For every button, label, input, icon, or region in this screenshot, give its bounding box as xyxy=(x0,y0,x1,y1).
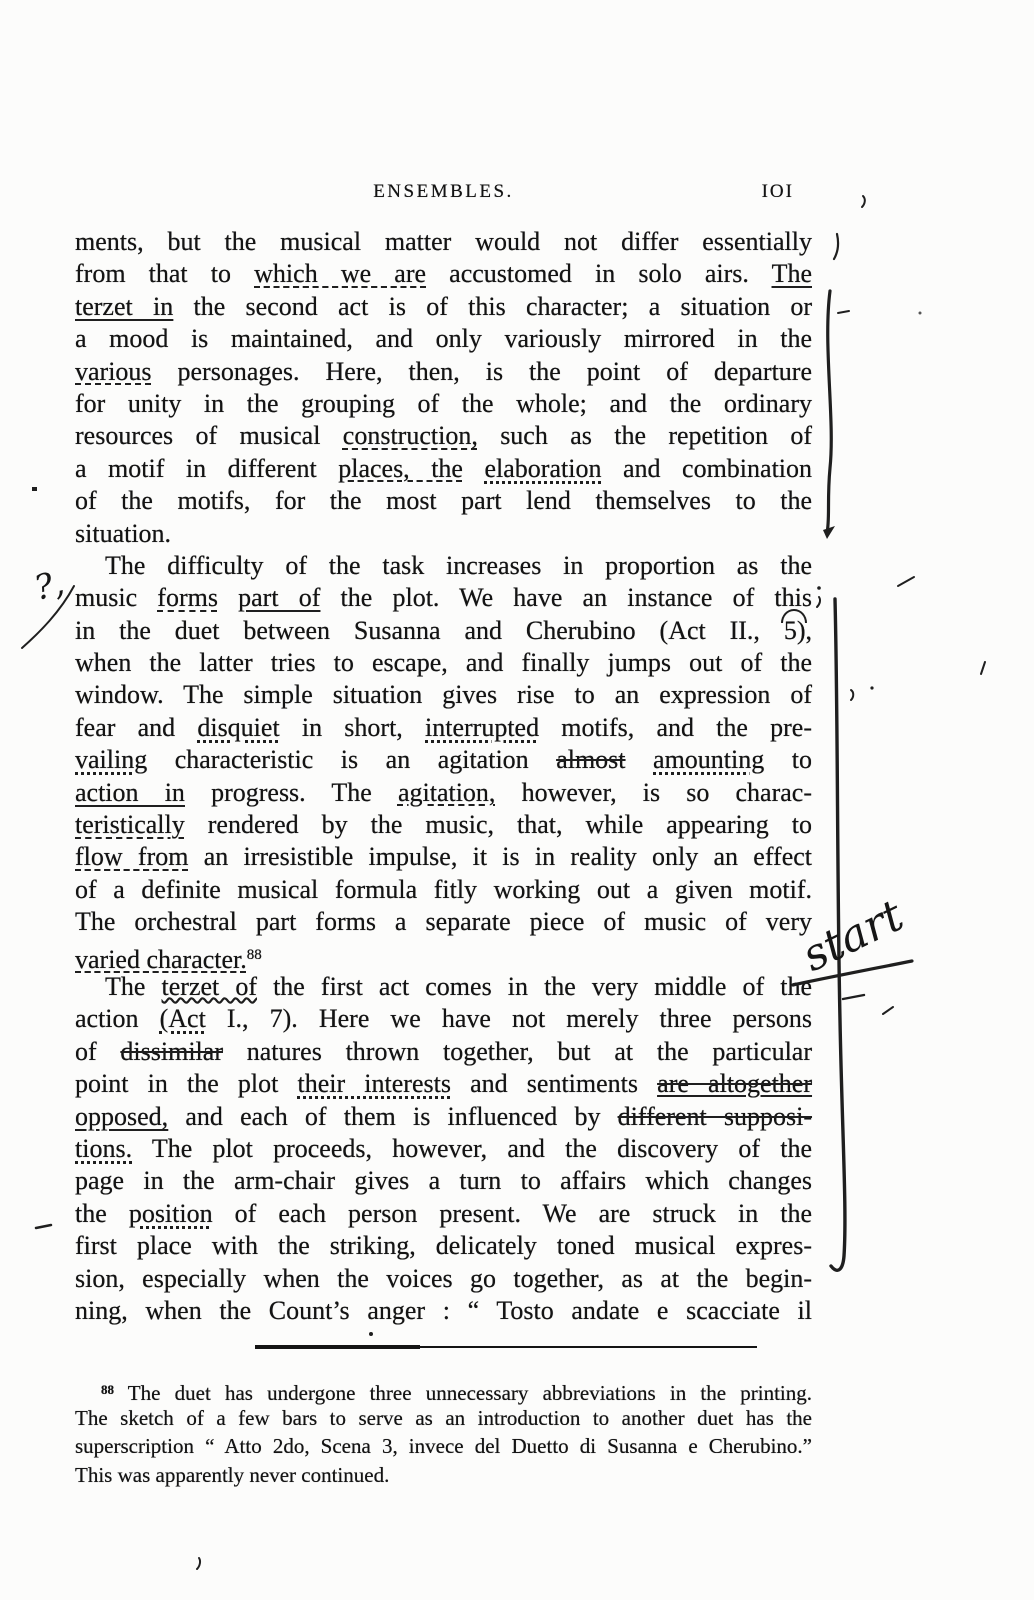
text-segment xyxy=(463,454,485,483)
text-segment: the plot. We have an instance of this xyxy=(320,583,812,613)
page-header-title: ENSEMBLES. xyxy=(373,181,514,202)
text-segment: to xyxy=(764,745,812,775)
body-text-line xyxy=(75,356,812,388)
text-segment: the second act is of this character; a situation or xyxy=(173,291,813,321)
page-number: IOI xyxy=(761,181,794,202)
margin-line-1-arrowhead xyxy=(823,526,835,539)
text-segment: rendered by the music, that, while appearing to xyxy=(184,810,812,840)
text-segment: personages. Here, then, is the point of departure xyxy=(151,356,812,386)
text-segment: of each person present. We are struck in the xyxy=(212,1198,812,1228)
text-segment: from that to xyxy=(75,259,255,289)
text-segment: situation. xyxy=(75,518,172,548)
body-text-line xyxy=(75,1295,812,1327)
body-text-line xyxy=(75,453,812,485)
body-text-block xyxy=(75,226,812,1327)
text-segment: are altogether xyxy=(657,1069,813,1099)
text-segment: action in xyxy=(75,777,185,807)
text-segment: in the duet between Susanna and Cherubino (Act II., xyxy=(75,615,784,645)
footnote-block xyxy=(75,1376,812,1489)
body-text-line xyxy=(75,777,812,809)
start-annotation-underdash xyxy=(843,995,864,999)
left-margin-dash xyxy=(36,1225,51,1228)
text-segment: progress. The xyxy=(184,777,398,807)
text-segment: places, the xyxy=(338,453,463,483)
running-header xyxy=(75,181,812,211)
body-text-line xyxy=(75,1003,812,1035)
body-text-line xyxy=(75,1133,812,1165)
text-segment: ning, when the Count’s anger : “ Tosto andate e scacciate il xyxy=(75,1295,812,1325)
text-segment: window. The simple situation gives rise to an expression of xyxy=(75,680,812,710)
text-segment: fear and xyxy=(75,712,198,742)
dash-right-margin-line3 xyxy=(838,311,849,313)
text-segment: The duet has undergone three unnecessary abbreviations in the printing. xyxy=(114,1381,812,1405)
semicolon-tail-this-line xyxy=(817,597,820,607)
body-text-line xyxy=(75,712,812,744)
body-text-line xyxy=(75,744,812,776)
text-segment: vailing xyxy=(75,745,148,775)
text-segment: a motif in different xyxy=(75,453,339,483)
text-segment xyxy=(218,583,238,612)
text-segment: page in the arm-chair gives a turn to affairs which changes xyxy=(75,1166,812,1196)
text-segment: elaboration xyxy=(484,453,602,483)
left-margin-dot xyxy=(32,487,37,491)
text-segment: accustomed in solo airs. xyxy=(426,259,772,289)
text-segment: (Act xyxy=(159,1004,206,1034)
text-segment: however, is so charac- xyxy=(495,777,812,807)
text-segment: such as the repetition of xyxy=(477,421,813,451)
text-segment: point in the plot xyxy=(75,1069,298,1099)
text-segment: resources of musical xyxy=(75,421,343,451)
text-segment: This was apparently never continued. xyxy=(75,1462,390,1487)
text-segment: terzet in xyxy=(75,291,174,321)
semicolon-dot-this-line xyxy=(817,586,821,590)
body-text-line xyxy=(75,1198,812,1230)
text-segment: characteristic is an agitation xyxy=(147,745,557,775)
body-text-line xyxy=(75,485,812,517)
question-mark-swash xyxy=(22,586,74,648)
text-segment: for unity in the grouping of the whole; and the ordinary xyxy=(75,388,812,418)
text-segment: opposed, xyxy=(75,1101,169,1131)
text-segment: The sketch of a few bars to serve as an introduction to another duet has the xyxy=(75,1406,812,1431)
text-segment: The orchestral part forms a separate piece of music of very xyxy=(75,907,812,937)
comma-after-page-number xyxy=(862,196,865,207)
tick-right-margin-start xyxy=(883,1007,893,1014)
body-text-line xyxy=(75,809,812,841)
text-segment: their interests xyxy=(297,1069,451,1099)
body-text-line xyxy=(75,1101,812,1133)
text-segment: motifs, and the pre- xyxy=(539,712,812,742)
text-segment: of xyxy=(75,1036,121,1066)
text-segment: sion, especially when the voices go together, as at the begin- xyxy=(75,1263,812,1293)
text-segment: different supposi- xyxy=(617,1101,813,1131)
body-text-line xyxy=(75,906,812,938)
tick-right-margin-upper xyxy=(898,577,914,586)
text-segment: when the latter tries to escape, and finally jumps out of the xyxy=(75,648,812,678)
body-text-line xyxy=(75,226,812,258)
text-segment: The difficulty of the task increases in proportion as the xyxy=(105,550,812,580)
body-text-line xyxy=(75,679,812,711)
text-segment: forms xyxy=(157,583,218,613)
body-text-line xyxy=(75,615,812,647)
text-segment: of the motifs, for the most part lend themselves to the xyxy=(75,486,812,516)
text-segment: music xyxy=(75,583,158,613)
text-segment: The plot proceeds, however, and the discovery of the xyxy=(132,1133,812,1163)
text-segment: superscription “ Atto 2do, Scena 3, invece del Duetto di Susanna e Cherubino.” xyxy=(75,1434,812,1459)
text-segment: of a definite musical formula fitly working out a given motif. xyxy=(75,874,812,904)
body-text-line xyxy=(75,647,812,679)
text-segment: action xyxy=(75,1004,160,1034)
text-segment: almost xyxy=(556,745,626,775)
text-segment: a mood is maintained, and only variously mirrored in the xyxy=(75,324,812,354)
text-segment: The xyxy=(771,259,812,289)
body-text-line xyxy=(75,550,812,582)
footnote-line xyxy=(75,1432,812,1460)
text-segment: an irresistible impulse, it is in reality only an effect xyxy=(188,842,812,872)
text-segment: terzet of xyxy=(161,971,257,1001)
text-segment: tions. xyxy=(75,1133,133,1163)
footnote-line xyxy=(75,1376,812,1404)
text-segment: and combination xyxy=(601,453,813,483)
text-segment: and sentiments xyxy=(450,1069,658,1099)
text-segment: flow from xyxy=(75,842,189,872)
handwritten-start-annotation: start xyxy=(794,889,912,982)
text-segment: interrupted xyxy=(425,712,540,742)
body-text-line xyxy=(75,939,812,974)
margin-line-1 xyxy=(827,291,831,533)
footnote-line xyxy=(75,1404,812,1432)
body-text-line xyxy=(75,420,812,452)
text-segment: teristically xyxy=(75,810,185,840)
text-segment: position xyxy=(128,1198,213,1228)
body-text-line xyxy=(75,1068,812,1100)
text-segment: 88 xyxy=(246,946,262,963)
footnote-line xyxy=(75,1461,812,1489)
dot-right-margin-expression xyxy=(870,686,873,689)
text-segment: varied character. xyxy=(75,944,247,974)
text-segment: and each of them is influenced by xyxy=(168,1101,618,1131)
body-text-line xyxy=(75,1165,812,1197)
text-segment: natures thrown together, but at the particular xyxy=(222,1036,812,1066)
text-segment: the first act comes in the very middle of the xyxy=(256,971,812,1001)
text-segment: I., 7). Here we have not merely three persons xyxy=(205,1004,812,1034)
text-segment xyxy=(626,745,654,774)
body-text-line xyxy=(75,388,812,420)
body-text-line xyxy=(75,1036,812,1068)
body-text-line xyxy=(75,323,812,355)
text-segment: , xyxy=(805,615,812,645)
text-segment: various xyxy=(75,356,152,386)
text-segment: in short, xyxy=(279,712,426,742)
body-text-line xyxy=(75,582,812,614)
body-text-line xyxy=(75,1230,812,1262)
comma-right-margin-expression xyxy=(851,690,853,700)
margin-line-2 xyxy=(831,599,845,1270)
text-segment: the xyxy=(75,1198,129,1228)
text-segment: part of xyxy=(238,583,321,613)
body-text-line xyxy=(75,258,812,290)
bottom-stray-comma xyxy=(197,1558,200,1569)
text-segment: amounting xyxy=(653,745,765,775)
text-segment: dissimilar xyxy=(120,1036,223,1066)
left-question-mark-annotation: ?, xyxy=(30,562,69,609)
body-text-line xyxy=(75,841,812,873)
text-segment: 88 xyxy=(101,1382,114,1397)
apostrophe-right-margin xyxy=(981,662,985,674)
dot-below-rule xyxy=(369,1332,373,1336)
text-segment: which we are xyxy=(254,259,427,289)
body-text-line xyxy=(75,291,812,323)
text-segment: The xyxy=(105,971,162,1001)
text-segment: disquiet xyxy=(197,712,280,742)
text-segment: first place with the striking, delicately toned musical expres- xyxy=(75,1231,812,1261)
tick-after-essentially xyxy=(834,234,838,259)
text-segment: construction, xyxy=(342,421,478,451)
text-segment: agitation, xyxy=(397,777,496,807)
body-text-line xyxy=(75,1263,812,1295)
text-segment: ments, but the musical matter would not differ essentially xyxy=(75,227,812,256)
body-text-line xyxy=(75,971,812,1003)
footnote-separator-rule-thick-segment xyxy=(255,1345,420,1349)
text-segment: 5) xyxy=(783,615,806,645)
body-text-line xyxy=(75,874,812,906)
body-text-line xyxy=(75,518,812,550)
dot-right-margin-line3 xyxy=(919,312,922,315)
